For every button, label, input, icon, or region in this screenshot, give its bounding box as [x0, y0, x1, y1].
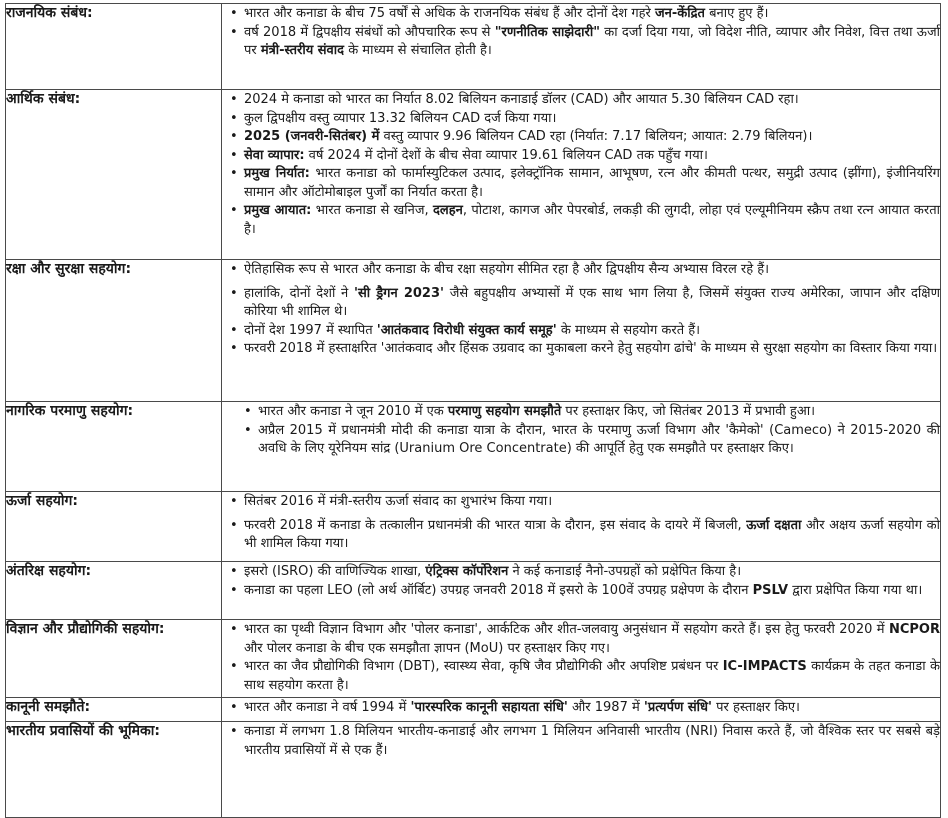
- bold-text: परमाणु सहयोग समझौते: [447, 404, 562, 419]
- row-details: [222, 562, 941, 620]
- row-details: [222, 260, 941, 402]
- row-topic: रक्षा और सुरक्षा सहयोग:: [6, 260, 222, 402]
- text-span: भारत और कनाडा ने जून 2010 में एक: [258, 404, 448, 419]
- list-item: [244, 285, 940, 322]
- text-span: पर हस्ताक्षर किए, जो सितंबर 2013 में प्रभावी हुआ।: [561, 404, 816, 419]
- text-span: पर हस्ताक्षर किए।: [712, 700, 800, 715]
- text-span: वर्ष 2018 में द्विपक्षीय संबंधों को औपचारिक रूप से: [244, 24, 495, 40]
- list-item: [244, 493, 940, 512]
- row-topic: नागरिक परमाणु सहयोग:: [6, 402, 222, 492]
- bold-text: IC-IMPACTS: [722, 659, 807, 674]
- bullet-list: [222, 5, 940, 61]
- text-span: फरवरी 2018 में हस्ताक्षरित 'आतंकवाद और हिंसक उग्रवाद का मुकाबला करने हेतु सहयोग ढांचे' के माध्यम से सुरक्षा सहयोग का विस्तार किया गया।: [244, 341, 938, 356]
- row-details: [222, 492, 941, 562]
- text-span: का दर्जा दिया गया, जो विदेश नीति, व्यापार और निवेश, वित्त तथा ऊर्जा पर: [244, 24, 940, 58]
- text-span: ने कई कनाडाई नैनो-उपग्रहों को प्रक्षेपित किया है।: [508, 564, 742, 579]
- list-item: [244, 582, 940, 601]
- bold-text: "रणनीतिक साझेदारी": [494, 24, 600, 40]
- text-span: वस्तु व्यापार 9.96 बिलियन CAD रहा (निर्यात: 7.17 बिलियन; आयात: 2.79 बिलियन)।: [379, 129, 813, 144]
- list-item: [244, 261, 940, 280]
- text-span: दोनों देश 1997 में स्थापित: [244, 322, 377, 338]
- text-span: इसरो (ISRO) की वाणिज्यिक शाखा,: [244, 564, 426, 579]
- row-topic: विज्ञान और प्रौद्योगिकी सहयोग:: [6, 620, 222, 698]
- text-span: अप्रैल 2015 में प्रधानमंत्री मोदी की कनाडा यात्रा के दौरान, भारत के परमाणु ऊर्जा विभाग और 'कैमेको' (Cameco) ने 2015-2020 की अवधि के लिए यूरेनियम सांद्र (Uranium Ore Concentrate) की आपूर्ति हेतु एक समझौते पर हस्ताक्षर किए।: [258, 422, 940, 456]
- text-span: भारत कनाडा से खनिज,: [311, 203, 433, 218]
- bold-text: प्रमुख आयात:: [244, 203, 312, 218]
- table-row-energy: [6, 492, 941, 562]
- bullet-list: [222, 91, 940, 239]
- bullet-list: [222, 403, 940, 459]
- list-item: [258, 403, 940, 422]
- text-span: बनाए हुए हैं।: [704, 6, 769, 21]
- text-span: फरवरी 2018 में कनाडा के तत्कालीन प्रधानमंत्री की भारत यात्रा के दौरान, इस संवाद के दायरे में बिजली,: [244, 517, 747, 533]
- bold-text: 2025 (जनवरी-सितंबर) में: [244, 129, 380, 144]
- list-item: [244, 322, 940, 341]
- list-item: [244, 621, 940, 658]
- text-span: के माध्यम से संचालित होती है।: [344, 43, 492, 58]
- row-details: [222, 4, 941, 90]
- list-item: [244, 563, 940, 582]
- bold-text: 'पारस्परिक कानूनी सहायता संधि': [410, 700, 568, 715]
- table-row-diplomatic: [6, 4, 941, 90]
- list-item: [244, 340, 940, 359]
- bold-text: ऊर्जा दक्षता: [746, 517, 802, 533]
- bold-text: PSLV: [752, 582, 789, 598]
- text-span: , पोटाश, कागज और पेपरबोर्ड, लकड़ी की लुगदी, लोहा एवं एल्यूमीनियम स्क्रैप तथा रत्न आयात करता है।: [244, 203, 940, 237]
- list-item: [244, 5, 940, 24]
- text-span: भारत कनाडा को फार्मास्युटिकल उत्पाद, इलेक्ट्रॉनिक सामान, आभूषण, रत्न और कीमती पत्थर, समुद्री उत्पाद (झींगा), इंजीनियरिंग सामान और ऑटोमोबाइल पुर्जों का निर्यात करता है।: [244, 166, 940, 200]
- text-span: वर्ष 2024 में दोनों देशों के बीच सेवा व्यापार 19.61 बिलियन CAD तक पहुँच गया।: [304, 147, 708, 163]
- bullet-list: [222, 563, 940, 600]
- text-span: भारत और कनाडा के बीच 75 वर्षों से अधिक के राजनयिक संबंध हैं और दोनों देश गहरे: [244, 6, 656, 21]
- row-topic: अंतरिक्ष सहयोग:: [6, 562, 222, 620]
- row-details: [222, 90, 941, 260]
- bold-text: प्रमुख निर्यात:: [244, 166, 310, 181]
- bold-text: सेवा व्यापार:: [244, 147, 305, 163]
- text-span: भारत का जैव प्रौद्योगिकी विभाग (DBT), स्वास्थ्य सेवा, कृषि जैव प्रौद्योगिकी और अपशिष्ट प्रबंधन पर: [244, 659, 723, 674]
- list-item: [244, 128, 940, 147]
- text-span: हालांकि, दोनों देशों ने: [244, 285, 354, 301]
- bold-text: 'प्रत्यर्पण संधि': [643, 700, 713, 715]
- text-span: और पोलर कनाडा के बीच एक समझौता ज्ञापन (MoU) पर हस्ताक्षर किए गए।: [244, 640, 610, 656]
- list-item: [244, 24, 940, 61]
- list-item: [258, 422, 940, 459]
- text-span: द्वारा प्रक्षेपित किया गया था।: [788, 582, 923, 598]
- bold-text: जन-केंद्रित: [655, 6, 705, 21]
- text-span: सितंबर 2016 में मंत्री-स्तरीय ऊर्जा संवाद का शुभारंभ किया गया।: [244, 494, 553, 509]
- bold-text: 'आतंकवाद विरोधी संयुक्त कार्य समूह': [376, 322, 557, 338]
- bullet-list: [222, 723, 940, 760]
- text-span: और 1987 में: [567, 700, 644, 715]
- list-item: [244, 165, 940, 202]
- text-span: ऐतिहासिक रूप से भारत और कनाडा के बीच रक्षा सहयोग सीमित रहा है और द्विपक्षीय सैन्य अभ्यास विरल रहे हैं।: [244, 262, 770, 277]
- text-span: कनाडा का पहला LEO (लो अर्थ ऑर्बिट) उपग्रह जनवरी 2018 में इसरो के 100वें उपग्रह प्रक्षेपण के दौरान: [244, 582, 753, 598]
- text-span: भारत का पृथ्वी विज्ञान विभाग और 'पोलर कनाडा', आर्कटिक और शीत-जलवायु अनुसंधान में सहयोग करते हैं। इस हेतु फरवरी 2020 में: [244, 622, 889, 637]
- bold-text: एंट्रिक्स कॉर्पोरेशन: [425, 564, 509, 579]
- row-details: [222, 620, 941, 698]
- list-item: [244, 110, 940, 129]
- table-row-space: [6, 562, 941, 620]
- row-details: [222, 402, 941, 492]
- row-topic: राजनयिक संबंध:: [6, 4, 222, 90]
- bullet-list: [222, 261, 940, 359]
- india-canada-relations-table: [5, 3, 941, 818]
- list-item: [244, 517, 940, 554]
- row-topic: कानूनी समझौते:: [6, 698, 222, 722]
- table-row-science-technology: [6, 620, 941, 698]
- text-span: 2024 मे कनाडा को भारत का निर्यात 8.02 बिलियन कनाडाई डॉलर (CAD) और आयात 5.30 बिलियन CAD रहा।: [244, 92, 799, 107]
- text-span: कुल द्विपक्षीय वस्तु व्यापार 13.32 बिलियन CAD दर्ज किया गया।: [244, 110, 557, 126]
- bullet-list: [222, 621, 940, 695]
- table-row-civil-nuclear: [6, 402, 941, 492]
- bold-text: NCPOR: [888, 622, 940, 637]
- text-span: और अक्षय ऊर्जा सहयोग को भी शामिल किया गया।: [244, 517, 941, 551]
- bullet-list: [222, 699, 940, 718]
- list-item: [244, 147, 940, 166]
- row-topic: भारतीय प्रवासियों की भूमिका:: [6, 722, 222, 818]
- bullet-list: [222, 493, 940, 554]
- text-span: के माध्यम से सहयोग करते हैं।: [556, 322, 701, 338]
- text-span: जैसे बहुपक्षीय अभ्यासों में एक साथ भाग लिया है, जिसमें संयुक्त राज्य अमेरिका, जापान और दक्षिण कोरिया भी शामिल थे।: [244, 285, 940, 319]
- row-topic: आर्थिक संबंध:: [6, 90, 222, 260]
- row-details: [222, 698, 941, 722]
- table-row-legal: [6, 698, 941, 722]
- list-item: [244, 723, 940, 760]
- row-topic: ऊर्जा सहयोग:: [6, 492, 222, 562]
- list-item: [244, 658, 940, 695]
- text-span: कनाडा में लगभग 1.8 मिलियन भारतीय-कनाडाई और लगभग 1 मिलियन अनिवासी भारतीय (NRI) निवास करते हैं, जो वैश्विक स्तर पर सबसे बड़े भारतीय प्रवासियों में से एक हैं।: [244, 724, 940, 758]
- table-row-diaspora: [6, 722, 941, 818]
- bold-text: दलहन: [433, 203, 463, 218]
- bold-text: मंत्री-स्तरीय संवाद: [260, 43, 345, 58]
- row-details: [222, 722, 941, 818]
- table-body: [6, 4, 941, 818]
- list-item: [244, 202, 940, 239]
- text-span: भारत और कनाडा ने वर्ष 1994 में: [244, 700, 411, 715]
- list-item: [244, 91, 940, 110]
- bold-text: 'सी ड्रैगन 2023': [353, 285, 444, 301]
- list-item: [244, 699, 940, 718]
- table-row-economic: [6, 90, 941, 260]
- text-span: कार्यक्रम के तहत कनाडा के साथ सहयोग करता है।: [244, 659, 941, 693]
- table-row-defence-security: [6, 260, 941, 402]
